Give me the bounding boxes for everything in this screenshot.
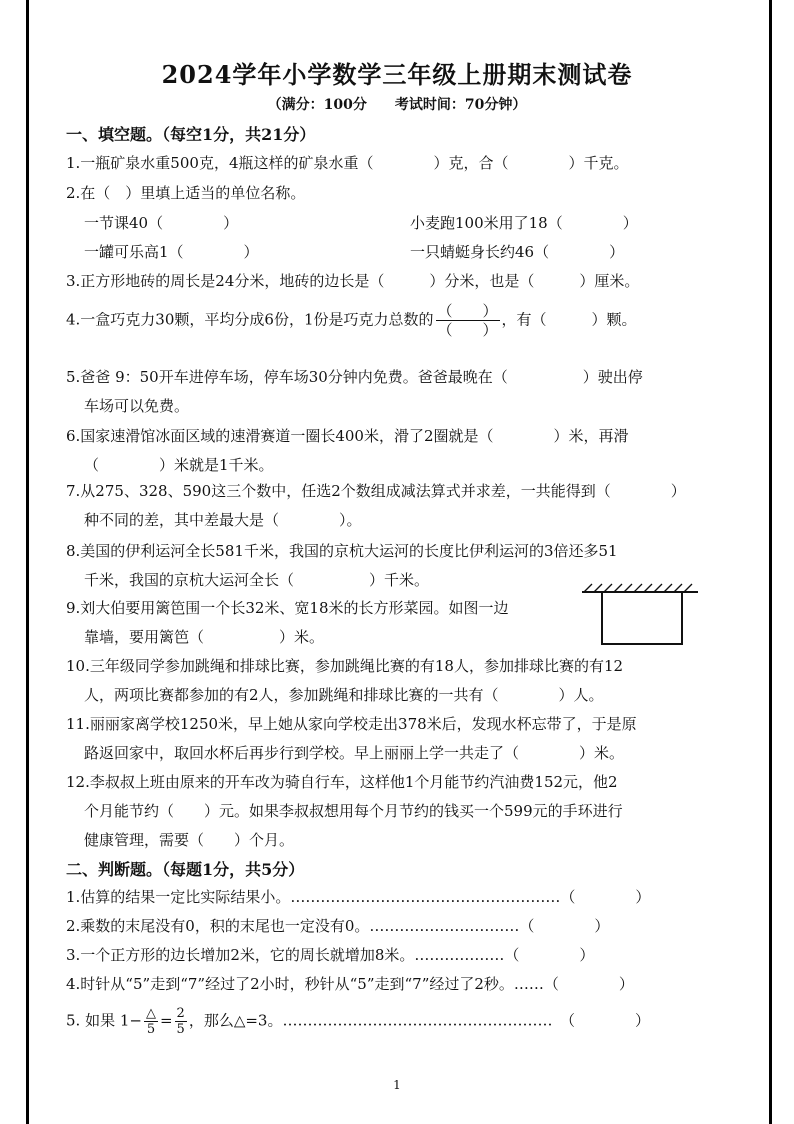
fraction-numerator: △ [145,1006,156,1021]
question-12-line-2: 个月能节约（ ）元。如果李叔叔想用每个月节约的钱买一个599元的手环进行 [84,802,623,820]
equals-sign: = [159,1011,173,1030]
fraction-denominator: （ ） [437,321,498,339]
page-left-border [26,0,29,1124]
question-11-line-1: 11.丽丽家离学校1250米，早上她从家向学校走出378米后，发现水杯忘带了，于是原 [66,715,637,733]
fraction-numerator: （ ） [437,302,498,320]
question-9-line-1: 9.刘大伯要用篱笆围一个长32米、宽18米的长方形菜园。如图一边 [66,599,509,617]
question-4 [66,302,637,339]
question-7-line-1: 7.从275、328、590这三个数中，任选2个数组成减法算式并求差，一共能得到（ ） [66,482,686,500]
question-1: 1.一瓶矿泉水重500克，4瓶这样的矿泉水重（ ）克，合（ ）千克。 [66,154,629,172]
page-title: 2024学年小学数学三年级上册期末测试卷 [161,60,633,89]
question-12-line-3: 健康管理，需要（ ）个月。 [84,831,295,849]
exam-info: （满分：100分 考试时间：70分钟） [267,97,527,113]
question-10-line-2: 人，两项比赛都参加的有2人，参加跳绳和排球比赛的一共有（ ）人。 [84,686,604,704]
question-11-line-2: 路返回家中，取回水杯后再步行到学校。早上丽丽上学一共走了（ ）米。 [84,744,625,762]
fence-diagram [580,582,700,652]
judgement-1: 1.估算的结果一定比实际结果小。………………………………………………（ ） [66,888,651,906]
question-2: 2.在（ ）里填上适当的单位名称。 [66,184,306,202]
question-4-fraction [436,302,500,339]
judgement-5 [66,1006,650,1037]
question-3: 3.正方形地砖的周长是24分米，地砖的边长是（ ）分米，也是（ ）厘米。 [66,272,640,290]
question-10-line-1: 10.三年级同学参加跳绳和排球比赛，参加跳绳比赛的有18人，参加排球比赛的有12 [66,657,624,675]
question-7-line-2: 种不同的差，其中差最大是（ ）。 [84,511,362,529]
page-right-border [769,0,772,1124]
question-2-item-a: 一节课40（ ） [84,214,239,232]
question-8-line-2: 千米，我国的京杭大运河全长（ ）千米。 [84,571,430,589]
fraction-2-over-5 [175,1006,187,1037]
question-12-line-1: 12.李叔叔上班由原来的开车改为骑自行车，这样他1个月能节约汽油费152元，他2 [66,773,618,791]
question-5-line-2: 车场可以免费。 [84,397,190,415]
question-9-line-2: 靠墙，要用篱笆（ ）米。 [84,628,325,646]
judgement-4: 4.时针从“5”走到“7”经过了2小时，秒针从“5”走到“7”经过了2秒。……（ ） [66,975,634,993]
question-2-item-c: 一罐可乐高1（ ） [84,243,259,261]
question-4-text: 4.一盒巧克力30颗，平均分成6份，1份是巧克力总数的 [66,310,434,329]
judgement-5-tail: ，那么△=3。……………………………………………… （ ） [188,1011,650,1030]
fraction-denominator: 5 [146,1022,156,1037]
page-number: 1 [393,1078,401,1092]
judgement-5-text: 5. 如果 1− [66,1011,142,1030]
section-heading-fill-in: 一、填空题。（每空1分，共21分） [66,125,316,144]
question-6-line-2: （ ）米就是1千米。 [84,456,274,474]
section-heading-true-false: 二、判断题。（每题1分，共5分） [66,860,305,879]
judgement-2: 2.乘数的末尾没有0，积的末尾也一定没有0。…………………………（ ） [66,917,610,935]
judgement-3: 3.一个正方形的边长增加2米，它的周长就增加8米。………………（ ） [66,946,595,964]
question-2-item-d: 一只蜻蜓身长约46（ ） [410,243,625,261]
fraction-triangle-over-5 [144,1006,158,1037]
fraction-numerator: 2 [176,1006,185,1021]
question-6-line-1: 6.国家速滑馆冰面区域的速滑赛道一圈长400米，滑了2圈就是（ ）米，再滑 [66,427,629,445]
question-2-item-b: 小麦跑100米用了18（ ） [410,214,638,232]
question-5-line-1: 5.爸爸 9：50开车进停车场，停车场30分钟内免费。爸爸最晚在（ ）驶出停 [66,368,643,386]
question-8-line-1: 8.美国的伊利运河全长581千米，我国的京杭大运河的长度比伊利运河的3倍还多51 [66,542,618,560]
question-4-tail: ，有（ ）颗。 [501,310,637,329]
fraction-denominator: 5 [176,1022,185,1037]
